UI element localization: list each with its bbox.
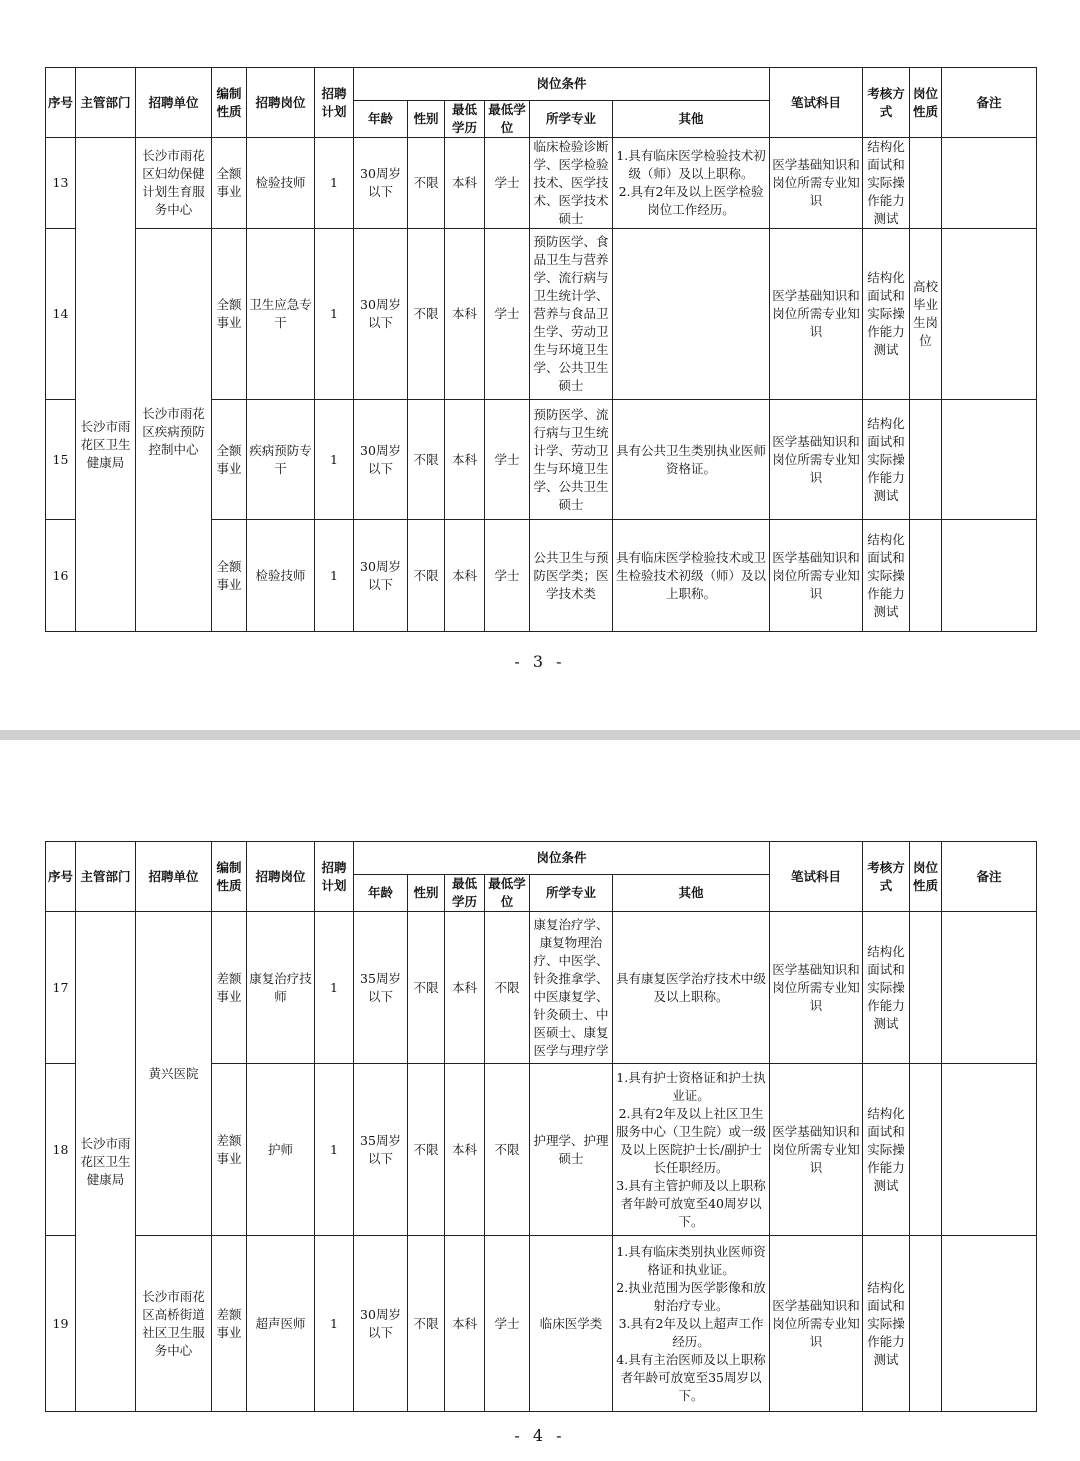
header-major: 所学专业 [530,875,613,912]
cell-unit: 黄兴医院 [136,912,212,1236]
cell-other: 1.具有临床医学检验技术初级（师）及以上职称。 2.具有2年及以上医学检验岗位工作经历。 [613,138,770,229]
header-remark: 备注 [942,842,1037,912]
cell-plan: 1 [315,400,354,520]
cell-assess: 结构化面试和实际操作能力测试 [863,138,910,229]
cell-dept: 长沙市雨花区卫生健康局 [76,138,136,632]
cell-age: 30周岁以下 [354,1236,408,1412]
document-page-4 [0,740,1080,1461]
cell-remark [942,229,1037,400]
cell-assess: 结构化面试和实际操作能力测试 [863,1064,910,1236]
header-edu: 最低学历 [445,875,485,912]
cell-gender: 不限 [408,1236,445,1412]
header-assess: 考核方式 [863,68,910,138]
header-remark: 备注 [942,68,1037,138]
cell-other: 1.具有临床类别执业医师资格证和执业证。 2.执业范围为医学影像和放射治疗专业。 3.具有2年及以上超声工作经历。 4.具有主治医师及以上职称者年龄可放宽至35周岁以下。 [613,1236,770,1412]
cell-post-type: 高校毕业生岗位 [910,229,942,400]
header-dept: 主管部门 [76,68,136,138]
cell-unit: 长沙市雨花区高桥街道社区卫生服务中心 [136,1236,212,1412]
cell-plan: 1 [315,1064,354,1236]
cell-degree: 学士 [485,138,530,229]
cell-gender: 不限 [408,1064,445,1236]
cell-age: 30周岁以下 [354,400,408,520]
cell-plan: 1 [315,912,354,1064]
cell-gender: 不限 [408,520,445,632]
header-post-type: 岗位性质 [910,842,942,912]
cell-seq: 15 [46,400,76,520]
cell-edu: 本科 [445,138,485,229]
cell-seq: 13 [46,138,76,229]
cell-remark [942,1064,1037,1236]
header-edu: 最低学历 [445,101,485,138]
cell-post-type [910,520,942,632]
header-degree: 最低学位 [485,875,530,912]
cell-unit: 长沙市雨花区妇幼保健计划生育服务中心 [136,138,212,229]
header-age: 年龄 [354,101,408,138]
table-row [46,229,1037,400]
cell-major: 护理学、护理硕士 [530,1064,613,1236]
cell-gender: 不限 [408,912,445,1064]
cell-edu: 本科 [445,520,485,632]
cell-post: 超声医师 [247,1236,315,1412]
cell-post: 护师 [247,1064,315,1236]
header-conditions: 岗位条件 [354,842,770,875]
cell-age: 35周岁以下 [354,1064,408,1236]
cell-seq: 19 [46,1236,76,1412]
cell-post-type [910,1236,942,1412]
page-number: - 4 - [514,1426,566,1445]
cell-assess: 结构化面试和实际操作能力测试 [863,229,910,400]
cell-major: 临床检验诊断学、医学检验技术、医学技术、医学技术硕士 [530,138,613,229]
table-row [46,1236,1037,1412]
cell-post: 疾病预防专干 [247,400,315,520]
cell-major: 临床医学类 [530,1236,613,1412]
header-plan: 招聘计划 [315,68,354,138]
cell-post: 检验技师 [247,138,315,229]
cell-post-type [910,400,942,520]
cell-remark [942,520,1037,632]
header-other: 其他 [613,875,770,912]
cell-nature: 全额事业 [212,400,247,520]
header-age: 年龄 [354,875,408,912]
cell-nature: 差额事业 [212,912,247,1064]
cell-assess: 结构化面试和实际操作能力测试 [863,1236,910,1412]
cell-dept: 长沙市雨花区卫生健康局 [76,912,136,1412]
cell-post-type [910,138,942,229]
cell-other: 具有康复医学治疗技术中级及以上职称。 [613,912,770,1064]
cell-post: 康复治疗技师 [247,912,315,1064]
cell-post-type [910,912,942,1064]
cell-gender: 不限 [408,138,445,229]
cell-seq: 14 [46,229,76,400]
cell-degree: 学士 [485,520,530,632]
cell-exam: 医学基础知识和岗位所需专业知识 [770,912,863,1064]
cell-exam: 医学基础知识和岗位所需专业知识 [770,520,863,632]
header-unit: 招聘单位 [136,68,212,138]
cell-remark [942,138,1037,229]
header-degree: 最低学位 [485,101,530,138]
cell-seq: 17 [46,912,76,1064]
header-gender: 性别 [408,101,445,138]
header-major: 所学专业 [530,101,613,138]
cell-assess: 结构化面试和实际操作能力测试 [863,520,910,632]
cell-post: 卫生应急专干 [247,229,315,400]
cell-exam: 医学基础知识和岗位所需专业知识 [770,229,863,400]
cell-unit: 长沙市雨花区疾病预防控制中心 [136,229,212,632]
cell-edu: 本科 [445,1236,485,1412]
cell-other: 具有临床医学检验技术或卫生检验技术初级（师）及以上职称。 [613,520,770,632]
cell-remark [942,912,1037,1064]
cell-exam: 医学基础知识和岗位所需专业知识 [770,400,863,520]
cell-degree: 学士 [485,229,530,400]
header-post: 招聘岗位 [247,842,315,912]
header-conditions: 岗位条件 [354,68,770,101]
cell-edu: 本科 [445,400,485,520]
cell-plan: 1 [315,520,354,632]
cell-remark [942,400,1037,520]
cell-degree: 学士 [485,1236,530,1412]
header-nature: 编制性质 [212,68,247,138]
cell-plan: 1 [315,1236,354,1412]
header-unit: 招聘单位 [136,842,212,912]
cell-gender: 不限 [408,400,445,520]
cell-post-type [910,1064,942,1236]
cell-major: 预防医学、流行病与卫生统计学、劳动卫生与环境卫生学、公共卫生硕士 [530,400,613,520]
cell-nature: 全额事业 [212,520,247,632]
cell-other [613,229,770,400]
page-separator [0,730,1080,740]
cell-degree: 学士 [485,400,530,520]
cell-nature: 全额事业 [212,138,247,229]
cell-edu: 本科 [445,1064,485,1236]
cell-major: 公共卫生与预防医学类；医学技术类 [530,520,613,632]
cell-nature: 差额事业 [212,1236,247,1412]
table-row [46,912,1037,1064]
cell-plan: 1 [315,229,354,400]
cell-nature: 差额事业 [212,1064,247,1236]
recruitment-table-page-3 [45,67,1037,632]
cell-seq: 16 [46,520,76,632]
header-post-type: 岗位性质 [910,68,942,138]
cell-degree: 不限 [485,912,530,1064]
cell-exam: 医学基础知识和岗位所需专业知识 [770,1236,863,1412]
table-row [46,138,1037,229]
header-seq: 序号 [46,68,76,138]
cell-age: 30周岁以下 [354,229,408,400]
cell-age: 30周岁以下 [354,520,408,632]
recruitment-table-page-4 [45,841,1037,1412]
header-dept: 主管部门 [76,842,136,912]
cell-other: 1.具有护士资格证和护士执业证。 2.具有2年及以上社区卫生服务中心（卫生院）或一级及以上医院护士长/副护士长任职经历。 3.具有主管护师及以上职称者年龄可放宽至40周岁以下。 [613,1064,770,1236]
cell-gender: 不限 [408,229,445,400]
header-exam: 笔试科目 [770,842,863,912]
header-other: 其他 [613,101,770,138]
cell-post: 检验技师 [247,520,315,632]
cell-edu: 本科 [445,912,485,1064]
cell-age: 30周岁以下 [354,138,408,229]
header-nature: 编制性质 [212,842,247,912]
cell-assess: 结构化面试和实际操作能力测试 [863,400,910,520]
cell-exam: 医学基础知识和岗位所需专业知识 [770,1064,863,1236]
header-seq: 序号 [46,842,76,912]
cell-age: 35周岁以下 [354,912,408,1064]
cell-plan: 1 [315,138,354,229]
header-gender: 性别 [408,875,445,912]
cell-edu: 本科 [445,229,485,400]
page-number: - 3 - [514,652,566,671]
cell-remark [942,1236,1037,1412]
cell-major: 预防医学、食品卫生与营养学、流行病与卫生统计学、营养与食品卫生学、劳动卫生与环境卫生学、公共卫生硕士 [530,229,613,400]
cell-nature: 全额事业 [212,229,247,400]
header-post: 招聘岗位 [247,68,315,138]
header-plan: 招聘计划 [315,842,354,912]
cell-seq: 18 [46,1064,76,1236]
document-page-3 [0,0,1080,730]
cell-other: 具有公共卫生类别执业医师资格证。 [613,400,770,520]
cell-exam: 医学基础知识和岗位所需专业知识 [770,138,863,229]
header-exam: 笔试科目 [770,68,863,138]
cell-major: 康复治疗学、康复物理治疗、中医学、针灸推拿学、中医康复学、针灸硕士、中医硕士、康复医学与理疗学 [530,912,613,1064]
cell-assess: 结构化面试和实际操作能力测试 [863,912,910,1064]
header-assess: 考核方式 [863,842,910,912]
cell-degree: 不限 [485,1064,530,1236]
